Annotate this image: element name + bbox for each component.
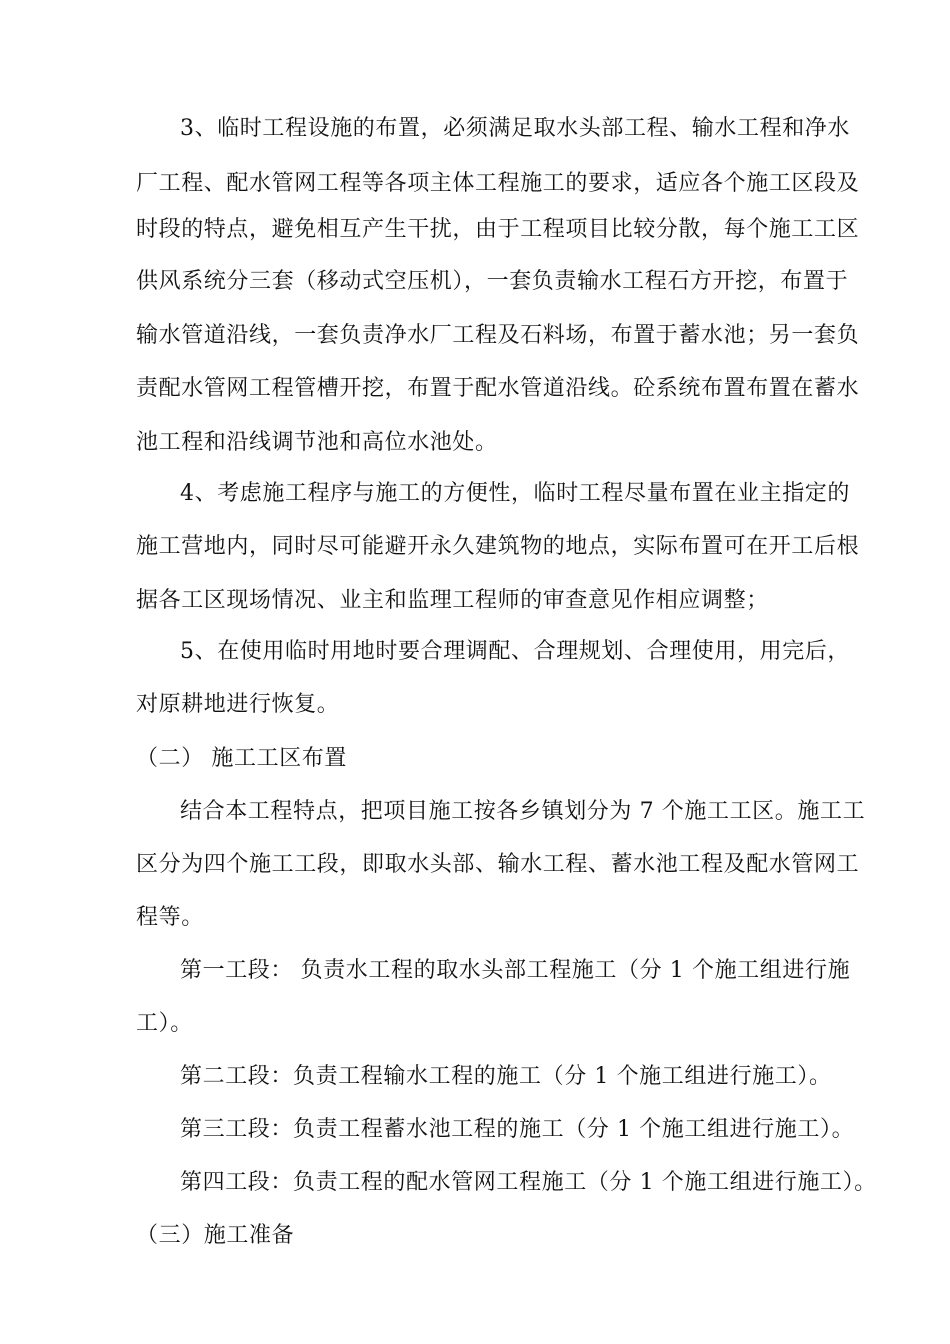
paragraph-3-line-3: 时段的特点，避免相互产生干扰，由于工程项目比较分散，每个施工工区 (136, 217, 860, 242)
paragraph-5-line-2: 对原耕地进行恢复。 (136, 692, 340, 717)
section-2-paragraph-line-2: 区分为四个施工工段，即取水头部、输水工程、蓄水池工程及配水管网工 (136, 852, 860, 877)
segment-1-line-2: 工）。 (136, 1011, 193, 1036)
paragraph-4-line-1: 4、考虑施工程序与施工的方便性，临时工程尽量布置在业主指定的 (180, 481, 850, 506)
section-2-paragraph-line-1: 结合本工程特点，把项目施工按各乡镇划分为 7 个施工工区。施工工 (180, 799, 866, 824)
paragraph-3-line-4: 供风系统分三套（移动式空压机），一套负责输水工程石方开挖，布置于 (136, 269, 849, 294)
paragraph-4-line-3: 据各工区现场情况、业主和监理工程师的审查意见作相应调整； (136, 588, 769, 613)
paragraph-4-line-2: 施工营地内，同时尽可能避开永久建筑物的地点，实际布置可在开工后根 (136, 534, 860, 559)
paragraph-3-line-2: 厂工程、配水管网工程等各项主体工程施工的要求，适应各个施工区段及 (136, 171, 860, 196)
section-heading-2: （二） 施工工区布置 (136, 746, 347, 771)
paragraph-3-line-5: 输水管道沿线，一套负责净水厂工程及石料场，布置于蓄水池；另一套负 (136, 323, 860, 348)
segment-4: 第四工段：负责工程的配水管网工程施工（分 1 个施工组进行施工）。 (180, 1170, 877, 1195)
segment-1-line-1: 第一工段： 负责水工程的取水头部工程施工（分 1 个施工组进行施 (180, 958, 851, 983)
paragraph-3-line-6: 责配水管网工程管槽开挖，布置于配水管道沿线。砼系统布置布置在蓄水 (136, 376, 860, 401)
segment-2: 第二工段：负责工程输水工程的施工（分 1 个施工组进行施工）。 (180, 1064, 832, 1089)
paragraph-3-line-1: 3、临时工程设施的布置，必须满足取水头部工程、输水工程和净水 (180, 116, 850, 141)
paragraph-5-line-1: 5、在使用临时用地时要合理调配、合理规划、合理使用，用完后， (180, 639, 850, 664)
section-heading-3: （三）施工准备 (136, 1223, 295, 1248)
section-2-paragraph-line-3: 程等。 (136, 905, 204, 930)
paragraph-3-line-7: 池工程和沿线调节池和高位水池处。 (136, 430, 498, 455)
segment-3: 第三工段：负责工程蓄水池工程的施工（分 1 个施工组进行施工）。 (180, 1117, 855, 1142)
